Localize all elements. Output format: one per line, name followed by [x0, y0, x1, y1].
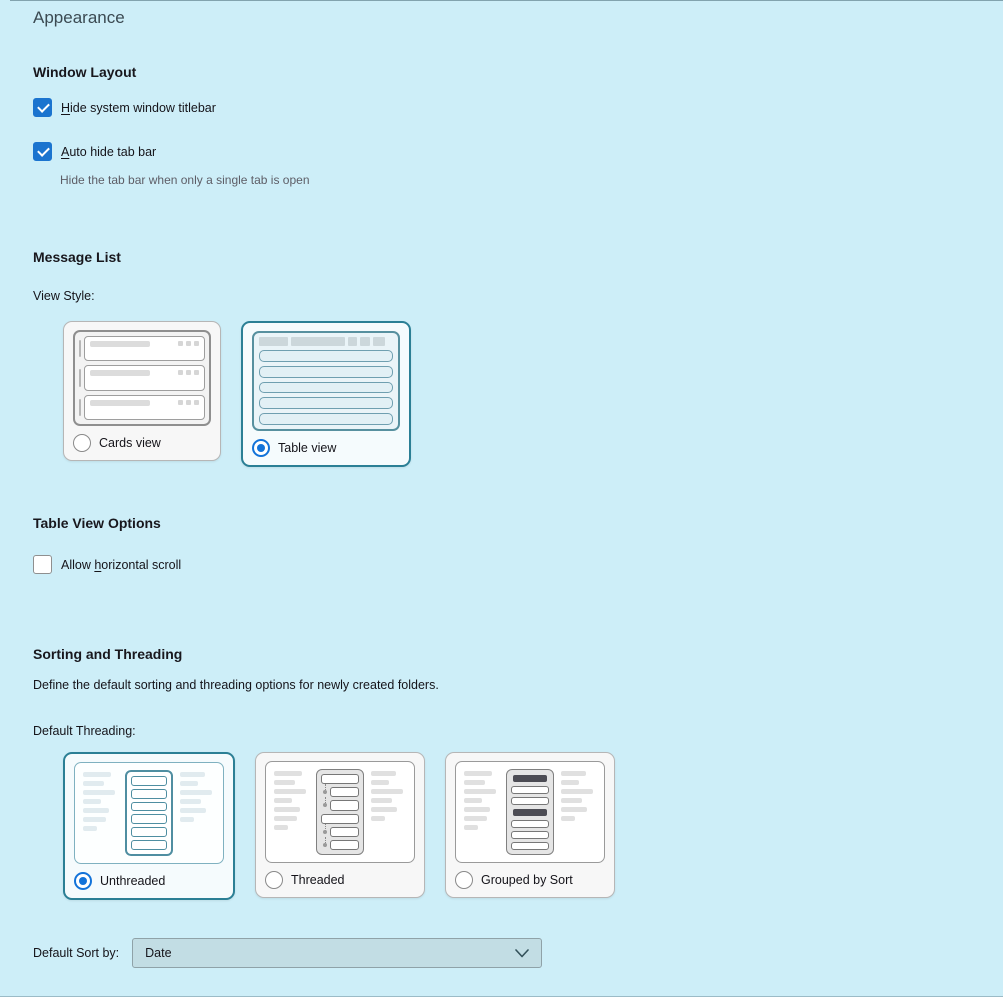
view-style-options — [63, 321, 1003, 467]
view-style-option-table[interactable] — [241, 321, 411, 467]
default-sort-label: Default Sort by: — [33, 946, 120, 960]
unthreaded-illustration — [65, 754, 233, 869]
auto-hide-tab-label: Auto hide tab bar — [61, 144, 157, 159]
threading-option-grouped[interactable] — [445, 752, 615, 898]
view-style-option-cards[interactable] — [63, 321, 221, 461]
horizontal-scroll-checkbox[interactable] — [33, 555, 52, 574]
horizontal-scroll-label: Allow horizontal scroll — [61, 557, 182, 572]
unthreaded-radio[interactable] — [74, 872, 92, 890]
table-view-radio[interactable] — [252, 439, 270, 457]
section-heading-table-view-options: Table View Options — [33, 515, 161, 531]
threading-option-unthreaded[interactable] — [63, 752, 235, 900]
auto-hide-tab-description: Hide the tab bar when only a single tab is open — [60, 173, 310, 187]
grouped-by-sort-label: Grouped by Sort — [481, 873, 573, 887]
threaded-label: Threaded — [291, 873, 345, 887]
threaded-illustration — [256, 753, 424, 868]
hide-titlebar-checkbox[interactable] — [33, 98, 52, 117]
threading-options — [63, 752, 1003, 900]
unthreaded-label: Unthreaded — [100, 874, 166, 888]
default-sort-select[interactable] — [132, 938, 542, 968]
table-view-illustration — [243, 323, 409, 436]
grouped-by-sort-illustration — [446, 753, 614, 868]
cards-view-illustration — [64, 322, 220, 431]
sorting-threading-description: Define the default sorting and threading options for newly created folders. — [33, 678, 439, 692]
default-threading-label: Default Threading: — [33, 724, 136, 738]
view-style-label: View Style: — [33, 289, 95, 303]
auto-hide-tab-checkbox[interactable] — [33, 142, 52, 161]
hide-titlebar-checkbox-row[interactable] — [33, 98, 1003, 117]
chevron-down-icon — [515, 949, 529, 958]
default-sort-row — [33, 938, 1003, 968]
page-title: Appearance — [33, 8, 125, 27]
grouped-by-sort-radio[interactable] — [455, 871, 473, 889]
table-view-label: Table view — [278, 441, 337, 455]
threaded-radio[interactable] — [265, 871, 283, 889]
horizontal-scroll-checkbox-row[interactable] — [33, 555, 1003, 574]
section-heading-window-layout: Window Layout — [33, 64, 137, 80]
hide-titlebar-label: Hide system window titlebar — [61, 100, 216, 115]
auto-hide-tab-checkbox-row[interactable] — [33, 142, 1003, 161]
cards-view-radio[interactable] — [73, 434, 91, 452]
threading-option-threaded[interactable] — [255, 752, 425, 898]
section-heading-message-list: Message List — [33, 249, 121, 265]
default-sort-value: Date — [145, 946, 172, 960]
cards-view-label: Cards view — [99, 436, 161, 450]
section-heading-sorting-threading: Sorting and Threading — [33, 646, 183, 662]
